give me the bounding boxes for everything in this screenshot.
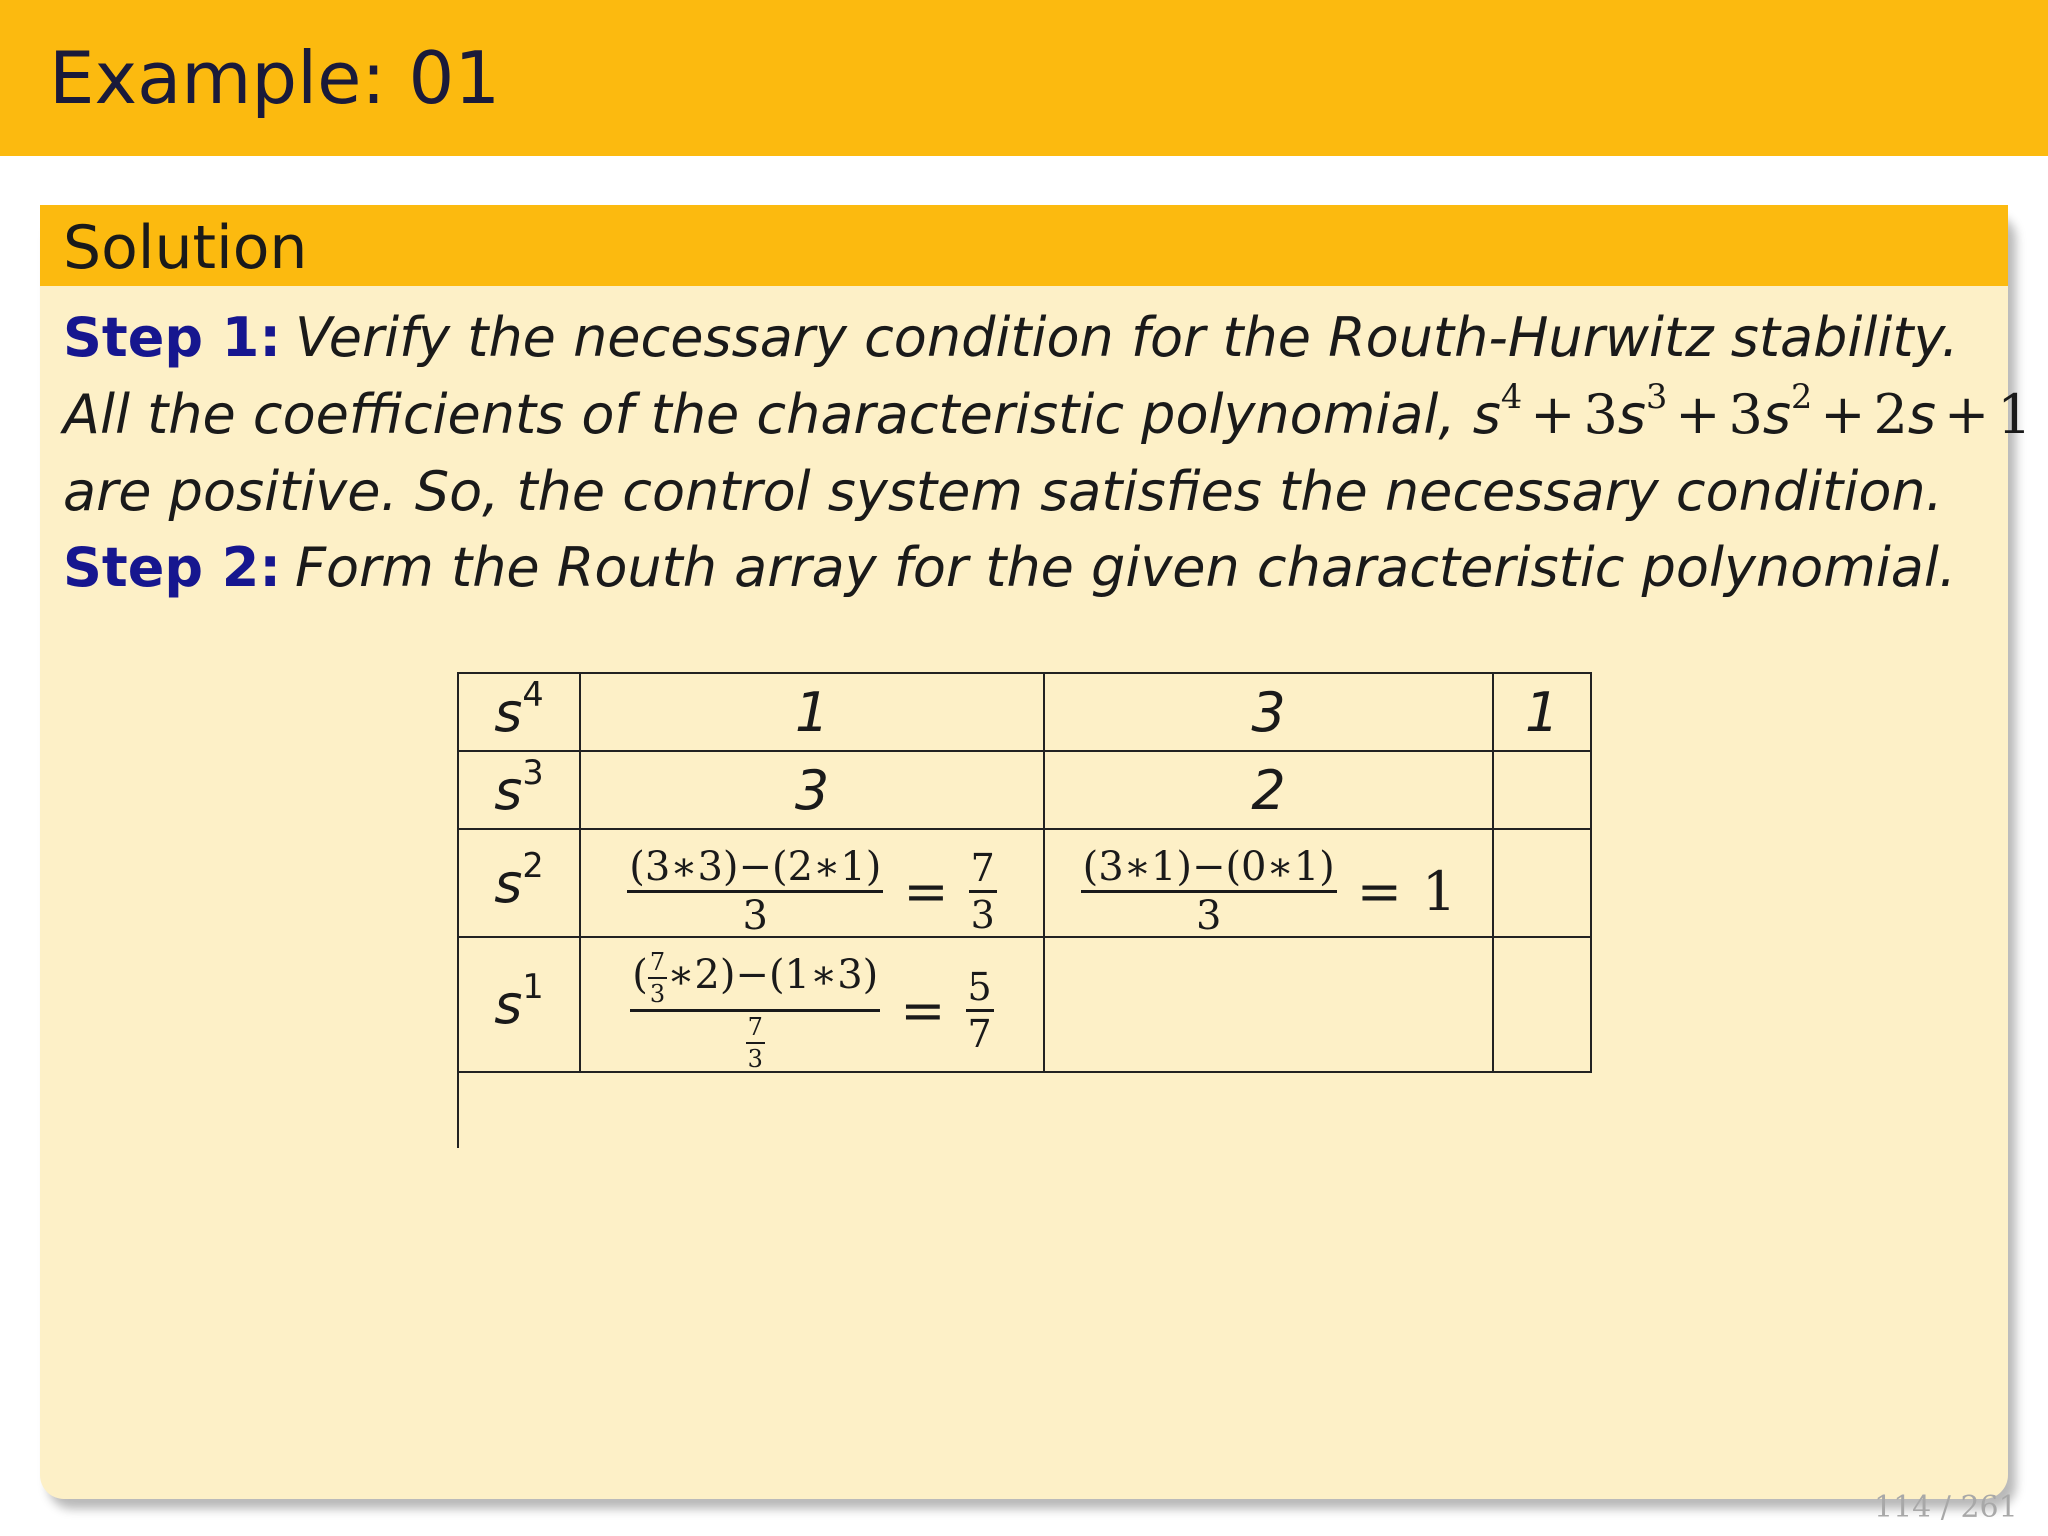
row-label-s4: $s^4$ (458, 673, 580, 751)
row-label-empty (458, 1072, 580, 1148)
coefficients-line (63, 376, 2032, 446)
cell-s1-c1: ( $\frac{7}{3}$ ∗2)−(1∗3) $\frac{7}{3}$ = $\frac{5}{7}$ (580, 937, 1044, 1072)
row-label-s3: $s^3$ (458, 751, 580, 829)
step1-line (63, 306, 1959, 369)
cell-s3-c3 (1493, 751, 1591, 829)
s2-c2-fraction: $\frac{(3∗1)-(0∗1)}{3}$ (1082, 844, 1335, 939)
frame-title: Example: 01 (49, 36, 501, 120)
s1-c1-result: $\frac{5}{7}$ (967, 965, 992, 1056)
cell-s2-c2: $\frac{(3∗1)-(0∗1)}{3}$ = 1 (1044, 829, 1493, 937)
routh-row-empty (458, 1072, 1591, 1148)
step2-text: Form the Routh array for the given characteristic polynomial. (294, 536, 1957, 599)
cell-s3-c2: 2 (1044, 751, 1493, 829)
cell-s4-c3: 1 (1493, 673, 1591, 751)
poly-op-2: + (1675, 383, 1721, 446)
row-label-s2: $s^2$ (458, 829, 580, 937)
s1-c1-fraction: ( $\frac{7}{3}$ ∗2)−(1∗3) $\frac{7}{3}$ (632, 948, 879, 1073)
routh-row-s3 (458, 751, 1591, 829)
routh-row-s1 (458, 937, 1591, 1072)
poly-term-2-exp: 3 (1645, 376, 1668, 416)
poly-term-3-coef: 3 (1728, 383, 1763, 446)
block-header (40, 205, 2008, 286)
cell-s2-c3 (1493, 829, 1591, 937)
frame-title-bar (0, 0, 2048, 156)
coefficients-text: All the coefficients of the characteristic polynomial, (63, 383, 1456, 446)
page-number: 114 / 261 (1874, 1490, 2018, 1525)
step2-line (63, 536, 1957, 599)
row-label-s1: $s^1$ (458, 937, 580, 1072)
s2-c1-result: $\frac{7}{3}$ (970, 846, 995, 937)
routh-row-s4 (458, 673, 1591, 751)
block-title: Solution (63, 213, 308, 283)
s2-c1-fraction: $\frac{(3∗3)-(2∗1)}{3}$ (629, 844, 882, 939)
poly-term-1-exp: 4 (1500, 376, 1523, 416)
poly-op-1: + (1530, 383, 1576, 446)
cell-s4-c1: 1 (580, 673, 1044, 751)
poly-term-2-var: s (1617, 383, 1646, 446)
cell-s1-c2 (1044, 937, 1493, 1072)
step1-label: Step 1: (63, 306, 281, 369)
cell-s1-c3 (1493, 937, 1591, 1072)
poly-term-4-var: s (1907, 383, 1937, 446)
step1-text: Verify the necessary condition for the Routh-Hurwitz stability. (294, 306, 1959, 369)
poly-term-4-coef: 2 (1873, 383, 1908, 446)
characteristic-polynomial (1472, 376, 2032, 446)
routh-array-table (457, 672, 1592, 1148)
step2-label: Step 2: (63, 536, 281, 599)
cell-s4-c2: 3 (1044, 673, 1493, 751)
poly-term-2-coef: 3 (1583, 383, 1618, 446)
poly-term-3-var: s (1762, 383, 1791, 446)
routh-row-s2 (458, 829, 1591, 937)
poly-term-5: 1 (1997, 383, 2032, 446)
solution-block (40, 205, 2032, 1499)
poly-term-1-var: s (1472, 383, 1501, 446)
poly-op-4: + (1944, 383, 1990, 446)
cell-s2-c1: $\frac{(3∗3)-(2∗1)}{3}$ = $\frac{7}{3}$ (580, 829, 1044, 937)
poly-term-3-exp: 2 (1791, 376, 1813, 416)
poly-op-3: + (1820, 383, 1866, 446)
s2-c2-result: 1 (1422, 860, 1457, 923)
positive-line: are positive. So, the control system satisfies the necessary condition. (63, 460, 1943, 523)
cell-s3-c1: 3 (580, 751, 1044, 829)
